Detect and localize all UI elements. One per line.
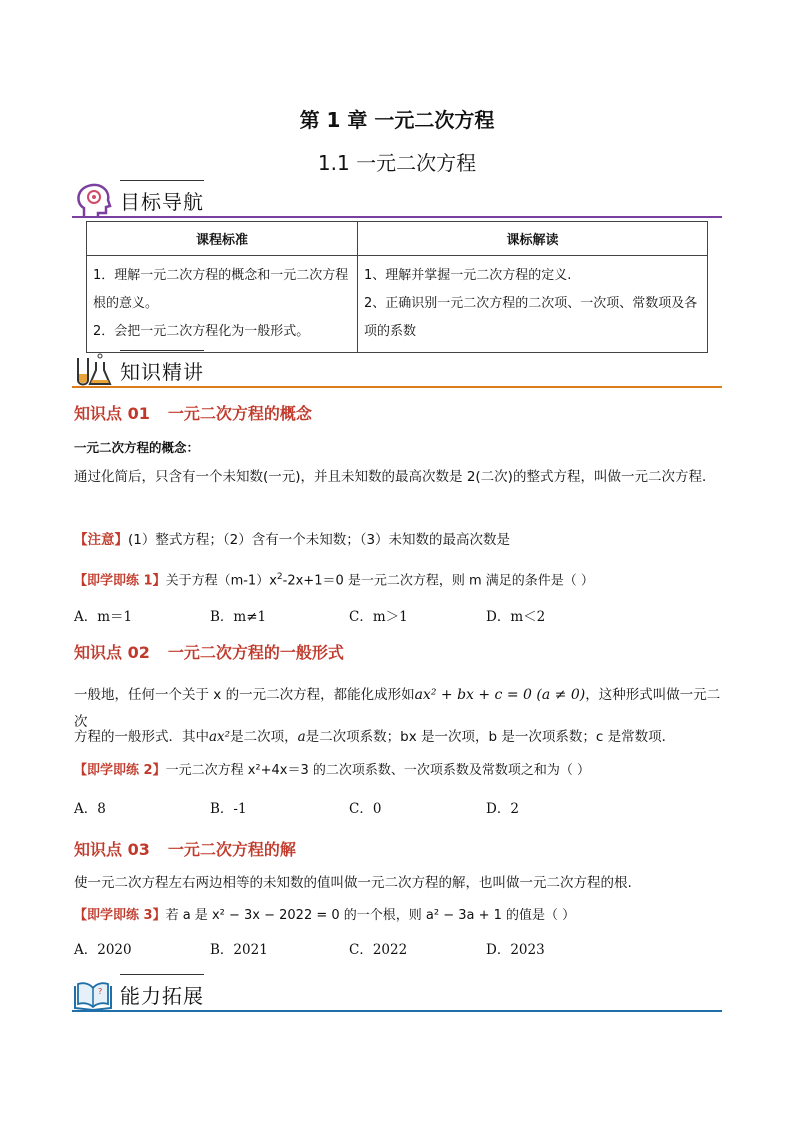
kp3-option-b[interactable]: B．2021	[210, 942, 268, 958]
kp2-text-e: 是二次项系数；bx 是一次项，b 是一次项系数；c 是常数项．	[305, 729, 676, 745]
knowledge-point-3-heading	[74, 837, 296, 860]
extension-section-title: 能力拓展	[120, 984, 204, 1008]
open-book-icon	[72, 974, 114, 1014]
table-cell-interpretation	[358, 256, 708, 353]
kp3-definition: 使一元二次方程左右两边相等的未知数的值叫做一元二次方程的解，也叫做一元二次方程的根.	[74, 875, 632, 891]
kp1-option-d[interactable]: D．m＜2	[486, 609, 546, 625]
goal-section-title: 目标导航	[120, 190, 204, 214]
goal-section-underline	[72, 216, 722, 218]
header-top-rule	[120, 974, 204, 975]
kp2-option-c[interactable]: C．0	[349, 801, 382, 817]
kp1-title: 一元二次方程的概念	[167, 404, 312, 423]
kp2-option-a[interactable]: A．8	[74, 801, 106, 817]
kp1-definition: 通过化简后，只含有一个未知数(一元)，并且未知数的最高次数是 2(二次)的整式方程，叫做一元二次方程．	[74, 469, 716, 485]
chapter-title: 第 1 章 一元二次方程	[299, 108, 495, 132]
kp1-subhead: 一元二次方程的概念：	[74, 440, 200, 455]
kp2-option-d[interactable]: D．2	[486, 801, 519, 817]
exercise-tag: 【即学即练 3】	[74, 908, 166, 923]
general-form-formula: ax² + bx + c = 0 (a ≠ 0)	[414, 687, 586, 703]
extension-section-underline	[72, 1010, 722, 1012]
brain-head-icon	[72, 180, 114, 220]
extension-section-header	[72, 974, 722, 1014]
kp3-number: 知识点 03	[74, 840, 150, 859]
section-title: 1.1 一元二次方程	[317, 151, 477, 175]
kp2-text-a: 一般地，任何一个关于 x 的一元二次方程，都能化成形如	[74, 687, 415, 703]
kp1-option-a[interactable]: A．m＝1	[74, 609, 133, 625]
header-top-rule	[120, 350, 204, 351]
kp3-title: 一元二次方程的解	[167, 840, 296, 859]
interpretation-item-2: 2、正确识别一元二次方程的二次项、一次项、常数项及各项的系数	[364, 296, 698, 339]
exercise-text: 一元二次方程 x²+4x＝3 的二次项系数、一次项系数及常数项之和为（ ）	[165, 763, 591, 778]
kp3-exercise	[74, 902, 724, 929]
kp1-option-b[interactable]: B．m≠1	[210, 609, 267, 625]
standard-item-1: 1．理解一元二次方程的概念和一元二次方程根的意义。	[93, 268, 349, 311]
kp2-paragraph-line2	[74, 724, 724, 751]
goal-section-header	[72, 180, 722, 220]
exercise-text: 若 a 是 x² − 3x − 2022 = 0 的一个根，则 a² − 3a + 1 的值是（ ）	[165, 908, 576, 923]
standard-item-2: 2．会把一元二次方程化为一般形式。	[93, 324, 310, 339]
kp2-text-d: 是二次项，	[230, 729, 298, 745]
kp3-option-a[interactable]: A．2020	[74, 942, 132, 958]
kp2-exercise	[74, 757, 724, 784]
header-top-rule	[120, 180, 204, 181]
note-text: (1）整式方程；（2）含有一个未知数；（3）未知数的最高次数是	[128, 532, 511, 548]
flask-icon	[72, 350, 114, 390]
note-tag: 【注意】	[74, 532, 128, 548]
kp2-option-b[interactable]: B．-1	[210, 801, 247, 817]
kp1-number: 知识点 01	[74, 404, 150, 423]
kp2-title: 一元二次方程的一般形式	[167, 643, 344, 662]
knowledge-section-header	[72, 350, 722, 390]
exercise-text-a: 关于方程（m-1）x	[165, 573, 277, 589]
kp3-option-d[interactable]: D．2023	[486, 942, 545, 958]
table-header-interpretation: 课标解读	[358, 222, 708, 256]
kp1-option-c[interactable]: C．m＞1	[349, 609, 408, 625]
exercise-tag: 【即学即练 2】	[74, 763, 166, 778]
knowledge-point-2-heading	[74, 640, 344, 663]
coefficient-a: a	[297, 729, 306, 745]
exercise-text-b: -2x+1＝0 是一元二次方程，则 m 满足的条件是（ ）	[282, 573, 594, 589]
exercise-tag: 【即学即练 1】	[74, 573, 166, 589]
kp2-text-b: ，这种形式叫做一元二次	[74, 687, 721, 730]
kp2-text-c: 方程的一般形式．其中	[74, 729, 209, 745]
knowledge-section-underline	[72, 386, 722, 388]
knowledge-section-title: 知识精讲	[120, 360, 204, 384]
table-header-standard: 课程标准	[87, 222, 358, 256]
table-cell-standard	[87, 256, 358, 353]
kp1-note	[74, 527, 724, 554]
kp1-exercise: 【即学即练 1】关于方程$(m-1)x^2-2x+1=0$ 是一元二次方程，则 m 满足的条件是（ ）	[74, 572, 594, 589]
svg-text:?: ?	[98, 987, 103, 996]
interpretation-item-1: 1、理解并掌握一元二次方程的定义.	[364, 268, 572, 283]
kp2-number: 知识点 02	[74, 643, 150, 662]
curriculum-table	[86, 221, 708, 353]
quadratic-term: ax²	[209, 729, 231, 745]
knowledge-point-1-heading	[74, 401, 312, 424]
kp3-option-c[interactable]: C．2022	[349, 942, 408, 958]
